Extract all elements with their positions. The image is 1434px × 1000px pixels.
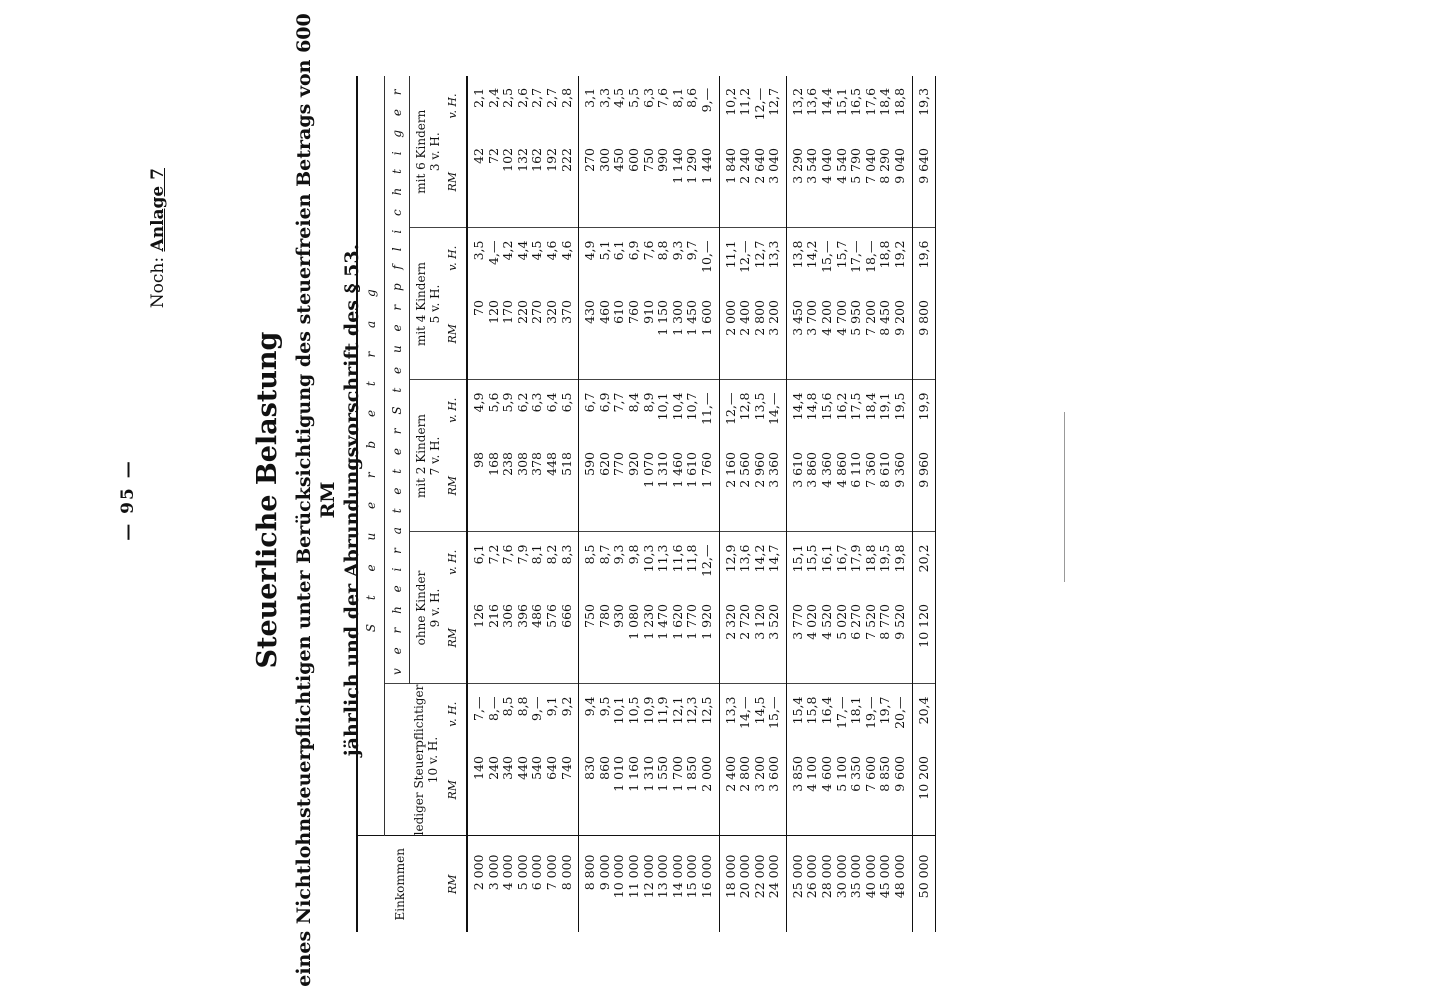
- no-children-rm-cell: 750 780 930 1 080 1 230 1 470 1 620 1 770 1 920: [579, 592, 719, 684]
- six-children-rm-cell: 9 640: [912, 136, 936, 228]
- single-rm-cell: 830 860 1 010 1 160 1 310 1 550 1 700 1 850 2 000: [579, 744, 719, 836]
- annex-label: [148, 168, 168, 308]
- six-children-rm-cell: 42 72 102 132 162 192 222: [467, 136, 579, 228]
- no-children-rm-cell: 10 120: [912, 592, 936, 684]
- header-single: lediger Steuerpflichtiger 10 v. H.: [385, 684, 443, 836]
- no-children-pct-cell: 6,1 7,2 7,6 7,9 8,1 8,2 8,3: [467, 532, 579, 592]
- six-children-rm-cell: 270 300 450 600 750 990 1 140 1 290 1 440: [579, 136, 719, 228]
- income-cell: 18 000 20 000 22 000 24 000: [719, 836, 786, 932]
- table-row-group-1: [467, 76, 579, 932]
- two-children-pct-cell: 14,4 14,8 15,6 16,2 17,5 18,4 19,1 19,5: [786, 380, 912, 440]
- single-pct-cell: 13,3 14,— 14,5 15,—: [719, 684, 786, 744]
- subtitle-line-2: jährlich und der Abrundungsvorschrift des § 53.: [341, 243, 363, 757]
- income-cell: 2 000 3 000 4 000 5 000 6 000 7 000 8 000: [467, 836, 579, 932]
- two-children-pct-cell: 6,7 6,9 7,7 8,4 8,9 10,1 10,4 10,7 11,—: [579, 380, 719, 440]
- four-children-rm-cell: 9 800: [912, 288, 936, 380]
- header-married: v e r h e i r a t e t e r S t e u e r p f l i c h t i g e r: [385, 76, 410, 684]
- no-children-pct-cell: 8,5 8,7 9,3 9,8 10,3 11,3 11,6 11,8 12,—: [579, 532, 719, 592]
- header-6-children: mit 6 Kindern 3 v. H.: [410, 76, 443, 228]
- six-children-rm-cell: 1 840 2 240 2 640 3 040: [719, 136, 786, 228]
- header-no-children: ohne Kinder 9 v. H.: [410, 532, 443, 684]
- six-children-pct-cell: 19,3: [912, 76, 936, 136]
- four-children-pct-cell: 4,9 5,1 6,1 6,9 7,6 8,8 9,3 9,7 10,—: [579, 228, 719, 288]
- six-children-rm-cell: 3 290 3 540 4 040 4 540 5 790 7 040 8 290 9 040: [786, 136, 912, 228]
- four-children-rm-cell: 430 460 610 760 910 1 150 1 300 1 450 1 600: [579, 288, 719, 380]
- two-children-rm-cell: 590 620 770 920 1 070 1 310 1 460 1 610 1 760: [579, 440, 719, 532]
- header-2-children: mit 2 Kindern 7 v. H.: [410, 380, 443, 532]
- tax-table-wrapper: [356, 76, 936, 932]
- table-row-group-2: [579, 76, 719, 932]
- two-children-pct-cell: 19,9: [912, 380, 936, 440]
- two-children-rm-cell: 3 610 3 860 4 360 4 860 6 110 7 360 8 610 9 360: [786, 440, 912, 532]
- header-income: Einkommen: [357, 836, 442, 932]
- four-children-rm-cell: 3 450 3 700 4 200 4 700 5 950 7 200 8 450 9 200: [786, 288, 912, 380]
- document-title: Steuerliche Belastung: [252, 331, 283, 669]
- subtitle-line-1: eines Nichtlohnsteuerpflichtigen unter Berücksichtigung des steuerfreien Betrags von 600 RM: [293, 13, 339, 987]
- document-subtitle: [292, 0, 364, 1000]
- six-children-pct-cell: 2,1 2,4 2,5 2,6 2,7 2,7 2,8: [467, 76, 579, 136]
- two-children-pct-cell: 12,— 12,8 13,5 14,—: [719, 380, 786, 440]
- four-children-pct-cell: 19,6: [912, 228, 936, 288]
- single-pct-cell: 20,4: [912, 684, 936, 744]
- header-4-children: mit 4 Kindern 5 v. H.: [410, 228, 443, 380]
- page-number: — 95 —: [118, 459, 138, 541]
- single-rm-cell: 3 850 4 100 4 600 5 100 6 350 7 600 8 850 9 600: [786, 744, 912, 836]
- no-children-rm-cell: 3 770 4 020 4 520 5 020 6 270 7 520 8 770 9 520: [786, 592, 912, 684]
- income-cell: 25 000 26 000 28 000 30 000 35 000 40 000 45 000 48 000: [786, 836, 912, 932]
- two-children-rm-cell: 98 168 238 308 378 448 518: [467, 440, 579, 532]
- no-children-rm-cell: 126 216 306 396 486 576 666: [467, 592, 579, 684]
- annex-prefix: Noch:: [148, 256, 168, 309]
- two-children-rm-cell: 2 160 2 560 2 960 3 360: [719, 440, 786, 532]
- no-children-pct-cell: 15,1 15,5 16,1 16,7 17,9 18,8 19,5 19,8: [786, 532, 912, 592]
- income-cell: 50 000: [912, 836, 936, 932]
- four-children-pct-cell: 13,8 14,2 15,— 15,7 17,— 18,— 18,8 19,2: [786, 228, 912, 288]
- single-rm-cell: 2 400 2 800 3 200 3 600: [719, 744, 786, 836]
- four-children-pct-cell: 3,5 4,— 4,2 4,4 4,5 4,6 4,6: [467, 228, 579, 288]
- four-children-rm-cell: 2 000 2 400 2 800 3 200: [719, 288, 786, 380]
- six-children-pct-cell: 13,2 13,6 14,4 15,1 16,5 17,6 18,4 18,8: [786, 76, 912, 136]
- single-rm-cell: 140 240 340 440 540 640 740: [467, 744, 579, 836]
- table-row-group-3: [719, 76, 786, 932]
- no-children-pct-cell: 12,9 13,6 14,2 14,7: [719, 532, 786, 592]
- two-children-rm-cell: 9 960: [912, 440, 936, 532]
- two-children-pct-cell: 4,9 5,6 5,9 6,2 6,3 6,4 6,5: [467, 380, 579, 440]
- scan-fold-line: [1064, 412, 1065, 582]
- unit-income: RM: [442, 836, 467, 932]
- six-children-pct-cell: 3,1 3,3 4,5 5,5 6,3 7,6 8,1 8,6 9,—: [579, 76, 719, 136]
- annex-title: Anlage 7: [148, 168, 168, 252]
- four-children-rm-cell: 70 120 170 220 270 320 370: [467, 288, 579, 380]
- single-rm-cell: 10 200: [912, 744, 936, 836]
- single-pct-cell: 7,— 8,— 8,5 8,8 9,— 9,1 9,2: [467, 684, 579, 744]
- table-row-group-4: [786, 76, 912, 932]
- header-units-row: RM RM v. H. RM v. H. RM v. H. RM v. H. RM v. H.: [442, 76, 467, 932]
- tax-burden-table: [356, 76, 936, 932]
- table-row-group-5: [912, 76, 936, 932]
- header-tax-amount: S t e u e r b e t r a g: [357, 76, 385, 836]
- six-children-pct-cell: 10,2 11,2 12,— 12,7: [719, 76, 786, 136]
- no-children-rm-cell: 2 320 2 720 3 120 3 520: [719, 592, 786, 684]
- income-cell: 8 800 9 000 10 000 11 000 12 000 13 000 14 000 15 000 16 000: [579, 836, 719, 932]
- no-children-pct-cell: 20,2: [912, 532, 936, 592]
- single-pct-cell: 15,4 15,8 16,4 17,— 18,1 19,— 19,7 20,—: [786, 684, 912, 744]
- single-pct-cell: 9,4 9,5 10,1 10,5 10,9 11,9 12,1 12,3 12,5: [579, 684, 719, 744]
- four-children-pct-cell: 11,1 12,— 12,7 13,3: [719, 228, 786, 288]
